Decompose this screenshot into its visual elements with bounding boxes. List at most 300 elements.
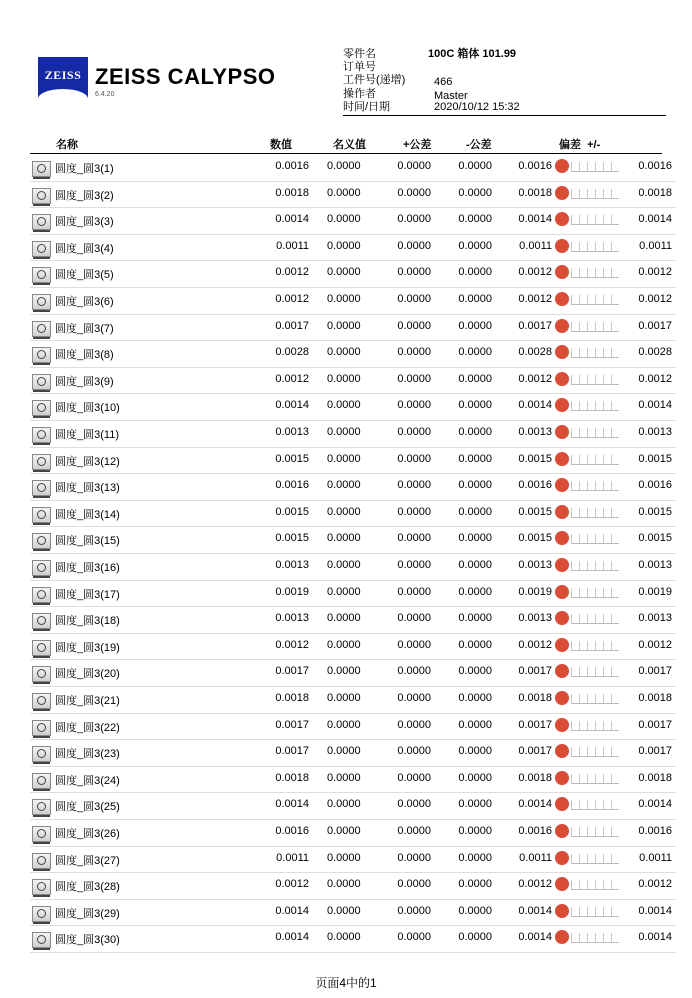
deviation-scale bbox=[571, 774, 619, 784]
deviation-marker-icon bbox=[555, 851, 569, 865]
row-plus-tol: 0.0000 bbox=[397, 239, 431, 252]
row-deviation-end: 0.0018 bbox=[638, 771, 672, 784]
row-measured: 0.0017 bbox=[275, 718, 309, 731]
row-deviation-end: 0.0016 bbox=[638, 825, 672, 837]
row-measured: 0.0017 bbox=[275, 745, 309, 758]
deviation-marker-icon bbox=[555, 452, 569, 466]
table-row bbox=[30, 819, 676, 847]
row-minus-tol: 0.0000 bbox=[458, 638, 492, 651]
deviation-marker-icon bbox=[555, 265, 569, 279]
row-nominal: 0.0000 bbox=[327, 692, 361, 704]
row-measured: 0.0012 bbox=[275, 878, 309, 891]
row-nominal: 0.0000 bbox=[327, 319, 361, 332]
row-deviation-end: 0.0013 bbox=[638, 559, 672, 571]
roundness-icon bbox=[32, 773, 51, 789]
row-deviation-end: 0.0028 bbox=[638, 346, 672, 359]
row-minus-tol: 0.0000 bbox=[458, 160, 492, 172]
deviation-scale bbox=[571, 189, 619, 199]
row-name: 圆度_圆3(5) bbox=[55, 269, 114, 282]
row-nominal: 0.0000 bbox=[327, 559, 361, 571]
row-minus-tol: 0.0000 bbox=[458, 665, 492, 678]
row-name: 圆度_圆3(4) bbox=[55, 242, 114, 255]
deviation-marker-icon bbox=[555, 824, 569, 838]
roundness-icon bbox=[32, 188, 51, 204]
row-deviation: 0.0014 bbox=[518, 904, 552, 917]
row-name: 圆度_圆3(14) bbox=[55, 508, 120, 521]
row-minus-tol: 0.0000 bbox=[458, 904, 492, 917]
row-plus-tol: 0.0000 bbox=[397, 718, 431, 731]
row-measured: 0.0017 bbox=[275, 319, 309, 332]
roundness-icon bbox=[32, 879, 51, 895]
row-plus-tol: 0.0000 bbox=[397, 479, 431, 492]
row-plus-tol: 0.0000 bbox=[397, 665, 431, 678]
row-plus-tol: 0.0000 bbox=[397, 798, 431, 811]
deviation-marker-icon bbox=[555, 771, 569, 785]
row-minus-tol: 0.0000 bbox=[458, 213, 492, 226]
roundness-icon bbox=[32, 427, 51, 443]
row-plus-tol: 0.0000 bbox=[397, 160, 431, 172]
deviation-scale bbox=[571, 561, 619, 571]
row-nominal: 0.0000 bbox=[327, 372, 361, 385]
row-deviation: 0.0015 bbox=[518, 532, 552, 545]
roundness-icon bbox=[32, 480, 51, 496]
table-row bbox=[30, 739, 676, 767]
row-minus-tol: 0.0000 bbox=[458, 266, 492, 279]
roundness-icon bbox=[32, 321, 51, 337]
table-row bbox=[30, 367, 676, 395]
row-deviation: 0.0013 bbox=[518, 559, 552, 571]
row-deviation: 0.0011 bbox=[519, 851, 552, 864]
row-deviation: 0.0018 bbox=[518, 186, 552, 199]
row-name: 圆度_圆3(10) bbox=[55, 402, 120, 415]
part-name-label: 零件名 bbox=[343, 48, 376, 60]
row-name: 圆度_圆3(25) bbox=[55, 801, 120, 814]
table-row bbox=[30, 473, 676, 501]
roundness-icon bbox=[32, 587, 51, 603]
row-measured: 0.0018 bbox=[275, 692, 309, 704]
roundness-icon bbox=[32, 746, 51, 762]
row-measured: 0.0011 bbox=[276, 851, 309, 864]
table-row bbox=[30, 526, 676, 554]
row-deviation: 0.0012 bbox=[518, 638, 552, 651]
row-measured: 0.0018 bbox=[275, 771, 309, 784]
table-row bbox=[30, 393, 676, 421]
row-name: 圆度_圆3(24) bbox=[55, 774, 120, 787]
row-name: 圆度_圆3(7) bbox=[55, 322, 114, 335]
row-nominal: 0.0000 bbox=[327, 585, 361, 598]
row-minus-tol: 0.0000 bbox=[458, 718, 492, 731]
col-deviation: 偏差 +/- bbox=[559, 139, 601, 151]
row-nominal: 0.0000 bbox=[327, 825, 361, 837]
row-measured: 0.0015 bbox=[275, 532, 309, 545]
roundness-icon bbox=[32, 640, 51, 656]
roundness-icon bbox=[32, 161, 51, 177]
row-name: 圆度_圆3(23) bbox=[55, 748, 120, 761]
row-measured: 0.0011 bbox=[276, 239, 309, 252]
deviation-scale bbox=[571, 401, 619, 411]
deviation-scale bbox=[571, 880, 619, 890]
row-name: 圆度_圆3(19) bbox=[55, 641, 120, 654]
deviation-marker-icon bbox=[555, 797, 569, 811]
table-row bbox=[30, 314, 676, 342]
row-nominal: 0.0000 bbox=[327, 718, 361, 731]
roundness-icon bbox=[32, 507, 51, 523]
row-plus-tol: 0.0000 bbox=[397, 293, 431, 305]
page-footer: 页面4中的1 bbox=[315, 976, 377, 990]
deviation-scale bbox=[571, 481, 619, 491]
row-nominal: 0.0000 bbox=[327, 479, 361, 492]
table-row bbox=[30, 420, 676, 448]
row-minus-tol: 0.0000 bbox=[458, 559, 492, 571]
row-plus-tol: 0.0000 bbox=[397, 505, 431, 518]
row-deviation-end: 0.0015 bbox=[638, 532, 672, 545]
row-deviation-end: 0.0016 bbox=[638, 479, 672, 492]
zeiss-logo bbox=[38, 57, 88, 99]
row-measured: 0.0014 bbox=[275, 399, 309, 412]
row-minus-tol: 0.0000 bbox=[458, 532, 492, 545]
deviation-marker-icon bbox=[555, 425, 569, 439]
row-deviation: 0.0017 bbox=[518, 745, 552, 758]
row-deviation-end: 0.0018 bbox=[638, 692, 672, 704]
row-minus-tol: 0.0000 bbox=[458, 479, 492, 492]
row-deviation-end: 0.0018 bbox=[638, 186, 672, 199]
deviation-marker-icon bbox=[555, 398, 569, 412]
row-measured: 0.0012 bbox=[275, 266, 309, 279]
roundness-icon bbox=[32, 347, 51, 363]
row-name: 圆度_圆3(13) bbox=[55, 482, 120, 495]
row-nominal: 0.0000 bbox=[327, 293, 361, 305]
row-minus-tol: 0.0000 bbox=[458, 878, 492, 891]
deviation-scale bbox=[571, 827, 619, 837]
table-row bbox=[30, 792, 676, 820]
deviation-scale bbox=[571, 907, 619, 917]
deviation-scale bbox=[571, 375, 619, 385]
header-divider bbox=[343, 115, 666, 116]
operator-label: 操作者 bbox=[343, 88, 376, 100]
row-nominal: 0.0000 bbox=[327, 186, 361, 199]
row-measured: 0.0016 bbox=[275, 825, 309, 837]
row-minus-tol: 0.0000 bbox=[458, 825, 492, 837]
row-deviation: 0.0014 bbox=[518, 798, 552, 811]
row-measured: 0.0019 bbox=[275, 585, 309, 598]
row-plus-tol: 0.0000 bbox=[397, 186, 431, 199]
row-minus-tol: 0.0000 bbox=[458, 745, 492, 758]
table-row bbox=[30, 713, 676, 741]
row-name: 圆度_圆3(15) bbox=[55, 535, 120, 548]
row-minus-tol: 0.0000 bbox=[458, 372, 492, 385]
row-deviation: 0.0017 bbox=[518, 665, 552, 678]
row-minus-tol: 0.0000 bbox=[458, 319, 492, 332]
row-minus-tol: 0.0000 bbox=[458, 612, 492, 625]
row-minus-tol: 0.0000 bbox=[458, 771, 492, 784]
col-nominal: 名义值 bbox=[333, 139, 366, 151]
row-deviation-end: 0.0015 bbox=[638, 452, 672, 465]
row-measured: 0.0014 bbox=[275, 904, 309, 917]
row-name: 圆度_圆3(3) bbox=[55, 216, 114, 229]
row-nominal: 0.0000 bbox=[327, 665, 361, 678]
table-row bbox=[30, 234, 676, 262]
table-row bbox=[30, 500, 676, 528]
row-deviation: 0.0016 bbox=[518, 160, 552, 172]
table-row bbox=[30, 181, 676, 209]
row-deviation: 0.0017 bbox=[518, 319, 552, 332]
deviation-marker-icon bbox=[555, 585, 569, 599]
row-measured: 0.0013 bbox=[275, 426, 309, 438]
deviation-marker-icon bbox=[555, 159, 569, 173]
deviation-scale bbox=[571, 694, 619, 704]
roundness-icon bbox=[32, 294, 51, 310]
row-name: 圆度_圆3(27) bbox=[55, 854, 120, 867]
row-deviation-end: 0.0013 bbox=[638, 612, 672, 625]
row-plus-tol: 0.0000 bbox=[397, 426, 431, 438]
row-name: 圆度_圆3(22) bbox=[55, 721, 120, 734]
row-minus-tol: 0.0000 bbox=[458, 426, 492, 438]
deviation-scale bbox=[571, 508, 619, 518]
row-minus-tol: 0.0000 bbox=[458, 692, 492, 704]
row-plus-tol: 0.0000 bbox=[397, 745, 431, 758]
deviation-scale bbox=[571, 588, 619, 598]
table-row bbox=[30, 207, 676, 235]
row-plus-tol: 0.0000 bbox=[397, 266, 431, 279]
deviation-scale bbox=[571, 534, 619, 544]
table-row bbox=[30, 553, 676, 581]
deviation-marker-icon bbox=[555, 691, 569, 705]
deviation-marker-icon bbox=[555, 372, 569, 386]
row-plus-tol: 0.0000 bbox=[397, 851, 431, 864]
row-deviation-end: 0.0011 bbox=[639, 239, 672, 252]
row-measured: 0.0015 bbox=[275, 505, 309, 518]
row-measured: 0.0014 bbox=[275, 798, 309, 811]
row-nominal: 0.0000 bbox=[327, 904, 361, 917]
deviation-scale bbox=[571, 614, 619, 624]
serial-value: 466 bbox=[434, 76, 453, 88]
row-plus-tol: 0.0000 bbox=[397, 319, 431, 332]
deviation-marker-icon bbox=[555, 718, 569, 732]
deviation-scale bbox=[571, 348, 619, 358]
row-measured: 0.0012 bbox=[275, 638, 309, 651]
roundness-icon bbox=[32, 560, 51, 576]
row-minus-tol: 0.0000 bbox=[458, 452, 492, 465]
col-name: 名称 bbox=[56, 139, 78, 151]
row-deviation: 0.0018 bbox=[518, 692, 552, 704]
deviation-scale bbox=[571, 854, 619, 864]
order-label: 订单号 bbox=[343, 61, 376, 73]
row-nominal: 0.0000 bbox=[327, 745, 361, 758]
roundness-icon bbox=[32, 693, 51, 709]
row-measured: 0.0013 bbox=[275, 612, 309, 625]
row-nominal: 0.0000 bbox=[327, 426, 361, 438]
row-deviation: 0.0011 bbox=[519, 239, 552, 252]
deviation-scale bbox=[571, 162, 619, 172]
row-plus-tol: 0.0000 bbox=[397, 692, 431, 704]
row-name: 圆度_圆3(30) bbox=[55, 934, 120, 947]
row-nominal: 0.0000 bbox=[327, 213, 361, 226]
deviation-scale bbox=[571, 428, 619, 438]
row-nominal: 0.0000 bbox=[327, 931, 361, 944]
table-row bbox=[30, 899, 676, 927]
table-row bbox=[30, 659, 676, 687]
row-deviation: 0.0028 bbox=[518, 346, 552, 359]
row-deviation: 0.0019 bbox=[518, 585, 552, 598]
row-deviation-end: 0.0012 bbox=[638, 638, 672, 651]
deviation-marker-icon bbox=[555, 930, 569, 944]
roundness-icon bbox=[32, 267, 51, 283]
deviation-marker-icon bbox=[555, 292, 569, 306]
deviation-marker-icon bbox=[555, 744, 569, 758]
deviation-scale bbox=[571, 641, 619, 651]
row-name: 圆度_圆3(21) bbox=[55, 695, 120, 707]
row-measured: 0.0013 bbox=[275, 559, 309, 571]
row-deviation: 0.0014 bbox=[518, 931, 552, 944]
row-deviation: 0.0013 bbox=[518, 426, 552, 438]
row-deviation: 0.0016 bbox=[518, 825, 552, 837]
row-deviation-end: 0.0012 bbox=[638, 878, 672, 891]
row-deviation-end: 0.0017 bbox=[638, 718, 672, 731]
row-deviation-end: 0.0014 bbox=[638, 931, 672, 944]
logo-text: ZEISS bbox=[44, 68, 82, 82]
row-deviation: 0.0012 bbox=[518, 293, 552, 305]
row-deviation-end: 0.0012 bbox=[638, 293, 672, 305]
deviation-marker-icon bbox=[555, 505, 569, 519]
row-name: 圆度_圆3(18) bbox=[55, 615, 120, 628]
row-plus-tol: 0.0000 bbox=[397, 559, 431, 571]
roundness-icon bbox=[32, 720, 51, 736]
table-row bbox=[30, 633, 676, 661]
row-deviation: 0.0015 bbox=[518, 452, 552, 465]
row-minus-tol: 0.0000 bbox=[458, 239, 492, 252]
row-minus-tol: 0.0000 bbox=[458, 585, 492, 598]
table-row bbox=[30, 925, 676, 953]
deviation-marker-icon bbox=[555, 611, 569, 625]
row-minus-tol: 0.0000 bbox=[458, 399, 492, 412]
row-plus-tol: 0.0000 bbox=[397, 213, 431, 226]
row-plus-tol: 0.0000 bbox=[397, 585, 431, 598]
row-measured: 0.0012 bbox=[275, 293, 309, 305]
row-plus-tol: 0.0000 bbox=[397, 638, 431, 651]
deviation-scale bbox=[571, 800, 619, 810]
datetime-value: 2020/10/12 15:32 bbox=[434, 101, 520, 113]
row-plus-tol: 0.0000 bbox=[397, 612, 431, 625]
deviation-scale bbox=[571, 295, 619, 305]
deviation-marker-icon bbox=[555, 904, 569, 918]
deviation-marker-icon bbox=[555, 345, 569, 359]
row-name: 圆度_圆3(11) bbox=[55, 429, 119, 441]
row-deviation-end: 0.0012 bbox=[638, 372, 672, 385]
row-name: 圆度_圆3(12) bbox=[55, 455, 120, 468]
row-plus-tol: 0.0000 bbox=[397, 452, 431, 465]
row-plus-tol: 0.0000 bbox=[397, 532, 431, 545]
deviation-marker-icon bbox=[555, 239, 569, 253]
row-plus-tol: 0.0000 bbox=[397, 931, 431, 944]
row-name: 圆度_圆3(1) bbox=[55, 163, 114, 175]
roundness-icon bbox=[32, 400, 51, 416]
deviation-marker-icon bbox=[555, 877, 569, 891]
roundness-icon bbox=[32, 666, 51, 682]
row-plus-tol: 0.0000 bbox=[397, 346, 431, 359]
row-deviation-end: 0.0014 bbox=[638, 798, 672, 811]
row-minus-tol: 0.0000 bbox=[458, 798, 492, 811]
deviation-marker-icon bbox=[555, 186, 569, 200]
table-row bbox=[30, 447, 676, 475]
deviation-scale bbox=[571, 322, 619, 332]
row-nominal: 0.0000 bbox=[327, 346, 361, 359]
roundness-icon bbox=[32, 906, 51, 922]
deviation-marker-icon bbox=[555, 558, 569, 572]
row-deviation-end: 0.0016 bbox=[638, 160, 672, 172]
deviation-scale bbox=[571, 455, 619, 465]
row-deviation: 0.0015 bbox=[518, 505, 552, 518]
table-row bbox=[30, 686, 676, 714]
row-deviation-end: 0.0012 bbox=[638, 266, 672, 279]
deviation-marker-icon bbox=[555, 212, 569, 226]
roundness-icon bbox=[32, 454, 51, 470]
row-deviation: 0.0012 bbox=[518, 372, 552, 385]
row-nominal: 0.0000 bbox=[327, 851, 361, 864]
deviation-scale bbox=[571, 242, 619, 252]
table-row bbox=[30, 287, 676, 315]
row-nominal: 0.0000 bbox=[327, 266, 361, 279]
row-deviation: 0.0012 bbox=[518, 266, 552, 279]
deviation-marker-icon bbox=[555, 664, 569, 678]
row-name: 圆度_圆3(28) bbox=[55, 881, 120, 894]
row-minus-tol: 0.0000 bbox=[458, 346, 492, 359]
row-name: 圆度_圆3(29) bbox=[55, 907, 120, 920]
operator-value: Master bbox=[434, 90, 468, 102]
roundness-icon bbox=[32, 932, 51, 948]
deviation-scale bbox=[571, 215, 619, 225]
brand-title: ZEISS CALYPSO bbox=[95, 64, 276, 89]
row-minus-tol: 0.0000 bbox=[458, 186, 492, 199]
row-nominal: 0.0000 bbox=[327, 878, 361, 891]
row-name: 圆度_圆3(17) bbox=[55, 588, 120, 601]
table-row bbox=[30, 766, 676, 794]
table-row bbox=[30, 606, 676, 634]
deviation-marker-icon bbox=[555, 638, 569, 652]
row-minus-tol: 0.0000 bbox=[458, 851, 492, 864]
row-nominal: 0.0000 bbox=[327, 505, 361, 518]
row-measured: 0.0012 bbox=[275, 372, 309, 385]
deviation-marker-icon bbox=[555, 319, 569, 333]
row-plus-tol: 0.0000 bbox=[397, 372, 431, 385]
row-name: 圆度_圆3(26) bbox=[55, 828, 120, 840]
table-row bbox=[30, 872, 676, 900]
deviation-scale bbox=[571, 268, 619, 278]
row-nominal: 0.0000 bbox=[327, 160, 361, 172]
datetime-label: 时间/日期 bbox=[343, 101, 391, 113]
roundness-icon bbox=[32, 613, 51, 629]
deviation-scale bbox=[571, 747, 619, 757]
table-row bbox=[30, 580, 676, 608]
row-name: 圆度_圆3(9) bbox=[55, 375, 114, 388]
row-name: 圆度_圆3(16) bbox=[55, 562, 120, 574]
roundness-icon bbox=[32, 533, 51, 549]
row-minus-tol: 0.0000 bbox=[458, 505, 492, 518]
row-name: 圆度_圆3(2) bbox=[55, 189, 114, 202]
row-deviation: 0.0012 bbox=[518, 878, 552, 891]
roundness-icon bbox=[32, 374, 51, 390]
row-deviation-end: 0.0017 bbox=[638, 665, 672, 678]
row-plus-tol: 0.0000 bbox=[397, 904, 431, 917]
deviation-marker-icon bbox=[555, 478, 569, 492]
row-nominal: 0.0000 bbox=[327, 638, 361, 651]
col-minus-tol: -公差 bbox=[466, 139, 492, 151]
table-row bbox=[30, 846, 676, 874]
row-deviation: 0.0013 bbox=[518, 612, 552, 625]
col-measured: 数值 bbox=[270, 139, 292, 151]
table-row bbox=[30, 340, 676, 368]
row-measured: 0.0016 bbox=[275, 160, 309, 172]
row-plus-tol: 0.0000 bbox=[397, 399, 431, 412]
